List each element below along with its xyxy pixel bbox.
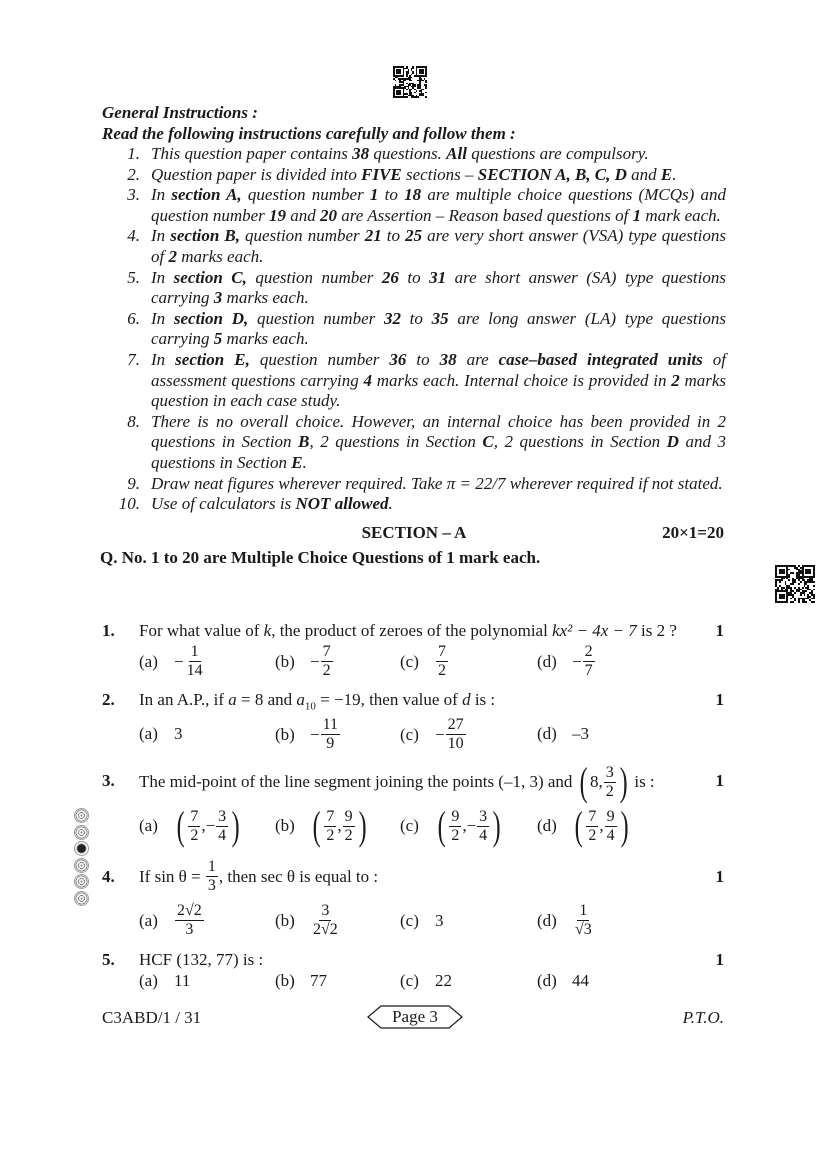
instruction-text: This question paper contains 38 questions. All questions are compulsory.	[151, 144, 649, 163]
question-4	[102, 858, 726, 894]
section-title: SECTION – A	[361, 522, 467, 542]
option-a: (a) 11	[139, 971, 191, 990]
question-marks: 1	[715, 950, 724, 969]
please-turn-over: P.T.O.	[682, 1008, 724, 1027]
spiral-icon	[74, 825, 89, 840]
option-a: (a) ( $\frac{7}{2}$ , − $\frac{3}{4}$ )	[139, 803, 240, 848]
instruction-text: In section A, question number 1 to 18 are multiple choice questions (MCQs) and question number 19 and 20 are Assertion – Reason based questions of 1 mark each.	[151, 185, 727, 225]
option-d: (d) ( $\frac{7}{2}$ , $\frac{9}{4}$ )	[537, 803, 629, 848]
question-text: In an A.P., if a = 8 and $a_{10} = -19$, then value of d is :	[139, 690, 496, 713]
instruction-number: 8.	[127, 411, 140, 431]
instruction-number: 3.	[127, 185, 140, 205]
instruction-text: In section D, question number 32 to 35 are long answer (LA) type questions carrying 5 marks each.	[151, 308, 726, 349]
instruction-item	[102, 412, 726, 474]
section-subheading: Q. No. 1 to 20 are Multiple Choice Questions of 1 mark each.	[100, 547, 541, 567]
question-number: 1.	[102, 621, 115, 640]
question-marks: 1	[715, 771, 724, 790]
option-c: (c) 22	[400, 971, 452, 990]
instruction-number: 7.	[127, 349, 140, 369]
instruction-text: In section B, question number 21 to 25 are very short answer (VSA) type questions of 2 marks each.	[151, 226, 727, 266]
option-b: (b) − $\frac{11}{9}$	[275, 716, 338, 752]
option-b: (b) ( $\frac{7}{2}$ , $\frac{9}{2}$ )	[275, 803, 367, 848]
option-c: (c) 3	[400, 911, 444, 930]
option-a: (a) $\frac{2√2}{3}$	[139, 902, 202, 938]
instruction-number: 5.	[127, 267, 140, 287]
option-d: (d) 44	[537, 971, 589, 990]
paper-code: C3ABD/1 / 31	[102, 1008, 202, 1027]
instruction-item	[102, 474, 726, 495]
instruction-text: Use of calculators is NOT allowed.	[151, 494, 393, 514]
spiral-icon	[74, 841, 89, 856]
spiral-icon	[74, 891, 89, 906]
instruction-text: There is no overall choice. However, an internal choice has been provided in 2 questions in Section B, 2 questions in Section C, 2 questions in Section D and 3 questions in Section E.	[151, 411, 727, 472]
option-c: (c) ( $\frac{9}{2}$ , − $\frac{3}{4}$ )	[400, 803, 501, 848]
question-text: For what value of k, the product of zeroes of the polynomial kx² − 4x − 7 is 2 ?	[139, 621, 677, 640]
instruction-item	[102, 165, 726, 186]
question-5-options	[139, 971, 729, 993]
question-number: 2.	[102, 690, 115, 709]
instruction-text: Draw neat figures wherever required. Take π = 22/7 wherever required if not stated.	[151, 473, 723, 493]
instructions-title: General Instructions :	[102, 103, 258, 122]
option-d: (d) $\frac{1}{√3}$	[537, 902, 592, 938]
question-1	[102, 621, 726, 643]
question-text: The mid-point of the line segment joining the points (–1, 3) and ( 8, $\frac{3}{2}$ ) is :	[139, 759, 655, 804]
question-marks: 1	[715, 690, 724, 709]
question-3-options	[139, 803, 729, 848]
question-1-options	[139, 643, 729, 683]
question-2	[102, 690, 726, 712]
margin-spiral-marks	[74, 808, 92, 907]
instruction-number: 10.	[118, 494, 140, 514]
option-a: (a) 3	[139, 724, 183, 743]
option-c: (c) $\frac{7}{2}$	[400, 643, 446, 679]
option-c: (c) − $\frac{27}{10}$	[400, 716, 464, 752]
option-a: (a) − $\frac{1}{14}$	[139, 643, 203, 679]
instruction-text: In section E, question number 36 to 38 are case–based integrated units of assessment questions carrying 4 marks each. Internal choice is provided in 2 marks question in each case study.	[151, 349, 726, 411]
section-marks: 20×1=20	[662, 522, 724, 542]
question-3	[102, 759, 726, 804]
option-b: (b) 77	[275, 971, 327, 990]
instruction-text: In section C, question number 26 to 31 are short answer (SA) type questions carrying 3 marks each.	[151, 267, 726, 308]
instruction-number: 4.	[127, 226, 140, 246]
side-qr-code	[775, 565, 815, 603]
instruction-number: 6.	[127, 308, 140, 328]
option-d: (d) –3	[537, 724, 589, 743]
exam-page	[102, 103, 726, 569]
instruction-number: 1.	[127, 144, 140, 163]
question-marks: 1	[715, 867, 724, 886]
question-number: 4.	[102, 867, 115, 886]
page-footer	[102, 1008, 724, 1030]
instructions-subtitle: Read the following instructions carefully and follow them :	[102, 124, 516, 143]
question-5	[102, 950, 726, 972]
question-text: HCF (132, 77) is :	[139, 950, 264, 969]
page-number: Page 3	[392, 1007, 438, 1026]
option-b: (b) $\frac{3}{2√2}$	[275, 902, 338, 938]
instruction-number: 9.	[127, 473, 140, 493]
option-b: (b) − $\frac{7}{2}$	[275, 643, 331, 679]
instruction-item	[102, 309, 726, 350]
instruction-item	[102, 226, 726, 267]
question-number: 3.	[102, 771, 115, 790]
question-4-options	[139, 902, 729, 944]
question-text: If sin θ = $\frac{1}{3}$ , then sec θ is equal to :	[139, 858, 379, 894]
question-marks: 1	[715, 621, 724, 640]
page-number-badge	[367, 1005, 463, 1029]
question-number: 5.	[102, 950, 115, 969]
instruction-item	[102, 268, 726, 309]
instruction-item	[102, 350, 726, 412]
instruction-number: 2.	[127, 164, 140, 184]
option-d: (d) − $\frac{2}{7}$	[537, 643, 593, 679]
top-qr-code	[393, 66, 427, 98]
instruction-item	[102, 144, 726, 165]
question-2-options	[139, 716, 729, 756]
instruction-text: Question paper is divided into FIVE sections – SECTION A, B, C, D and E.	[151, 164, 677, 184]
instructions-list	[102, 144, 726, 515]
instruction-item	[102, 494, 726, 515]
spiral-icon	[74, 808, 89, 823]
instruction-item	[102, 185, 726, 226]
spiral-icon	[74, 858, 89, 873]
spiral-icon	[74, 874, 89, 889]
section-header	[102, 523, 726, 545]
